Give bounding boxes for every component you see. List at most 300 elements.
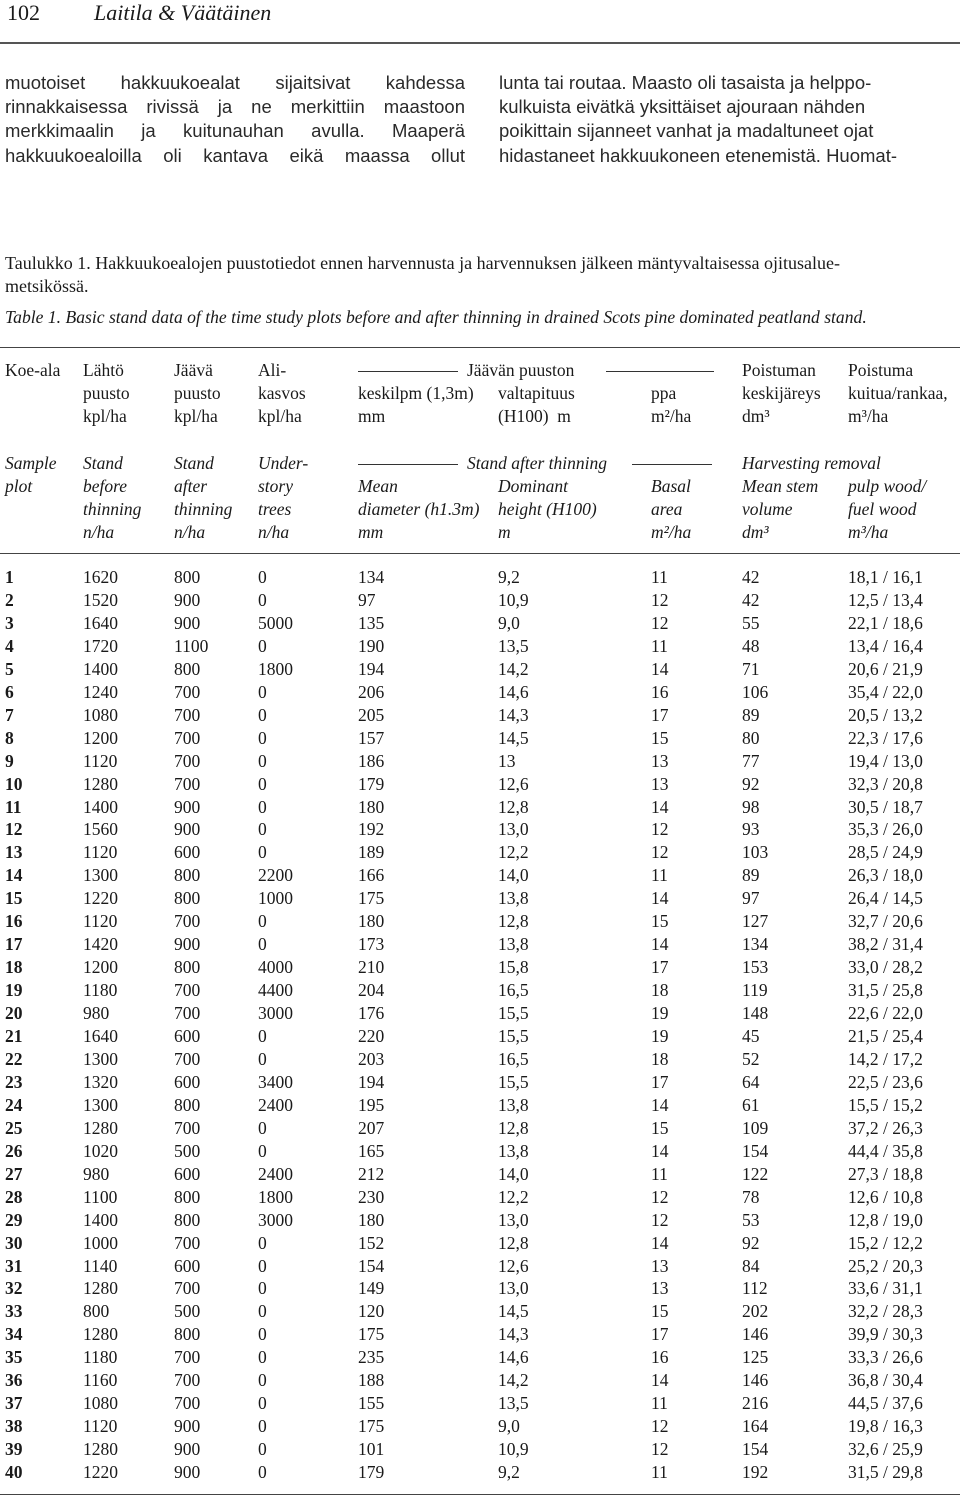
table-cell: 15 — [651, 1301, 669, 1322]
table-cell: 220 — [358, 1026, 385, 1046]
table-cell: 21 — [5, 1026, 23, 1046]
table-row — [0, 658, 960, 681]
table-cell: 12 — [651, 842, 669, 863]
table-cell: 1400 — [83, 658, 118, 679]
header-en-col7-line3: area — [651, 499, 683, 519]
table-cell: 175 — [358, 888, 385, 909]
table-row — [0, 635, 960, 658]
header-fi-col5-line2: keskilpm (1,3m) — [358, 383, 474, 403]
table-cell: 33,0 / 28,2 — [848, 957, 923, 978]
table-cell: 14 — [651, 658, 669, 679]
table-cell: 34 — [5, 1324, 23, 1345]
header-en-col3-line1: Stand — [174, 453, 214, 473]
table-cell: 35,3 / 26,0 — [848, 819, 923, 840]
table-cell: 13 — [651, 1255, 669, 1276]
table-cell: 700 — [174, 773, 201, 794]
table-row — [0, 1002, 960, 1025]
table-cell: 0 — [258, 1255, 267, 1276]
header-fi-col8-line3: dm³ — [742, 406, 770, 426]
table-cell: 9,2 — [498, 1462, 520, 1483]
table-cell: 32 — [5, 1278, 23, 1299]
table-cell: 1520 — [83, 589, 118, 610]
table-cell: 97 — [742, 888, 760, 909]
table-cell: 15,5 — [498, 1026, 529, 1046]
table-cell: 0 — [258, 589, 267, 610]
header-fi-col2-line1: Lähtö — [83, 360, 124, 380]
table-cell: 154 — [358, 1255, 385, 1276]
table-cell: 800 — [174, 1324, 201, 1345]
table-cell: 18 — [5, 957, 23, 978]
table-cell: 800 — [174, 658, 201, 679]
header-fi-col2-line2: puusto — [83, 383, 130, 403]
table-cell: 2400 — [258, 1094, 293, 1115]
table-cell: 14,5 — [498, 727, 529, 748]
table-cell: 15,5 / 15,2 — [848, 1094, 923, 1115]
table-row — [0, 1369, 960, 1392]
table-cell: 13,5 — [498, 1393, 529, 1414]
table-cell: 112 — [742, 1278, 768, 1299]
table-cell: 14 — [651, 888, 669, 909]
table-cell: 1400 — [83, 1209, 118, 1230]
table-cell: 192 — [742, 1462, 769, 1483]
table-cell: 1300 — [83, 1094, 118, 1115]
table-cell: 0 — [258, 1416, 267, 1437]
table-cell: 55 — [742, 612, 760, 633]
table-row — [0, 1209, 960, 1232]
table-cell: 12,2 — [498, 842, 529, 863]
table-cell: 25 — [5, 1117, 23, 1138]
table-row — [0, 1438, 960, 1461]
table-cell: 0 — [258, 567, 267, 587]
table-cell: 146 — [742, 1370, 769, 1391]
table-cell: 11 — [651, 1393, 668, 1414]
table-cell: 157 — [358, 727, 385, 748]
table-cell: 0 — [258, 773, 267, 794]
table-cell: 1020 — [83, 1140, 118, 1161]
table-cell: 179 — [358, 1462, 385, 1483]
table-cell: 0 — [258, 819, 267, 840]
table-cell: 800 — [83, 1301, 110, 1322]
table-cell: 14 — [651, 1370, 669, 1391]
table-cell: 0 — [258, 796, 267, 817]
table-cell: 33,6 / 31,1 — [848, 1278, 923, 1299]
table-cell: 17 — [651, 957, 669, 978]
table-cell: 152 — [358, 1232, 385, 1253]
table-cell: 37,2 / 26,3 — [848, 1117, 923, 1138]
table-cell: 1800 — [258, 658, 293, 679]
table-cell: 216 — [742, 1393, 769, 1414]
header-fi-col9-line3: m³/ha — [848, 406, 889, 426]
table-cell: 30 — [5, 1232, 23, 1253]
table-cell: 101 — [358, 1439, 385, 1460]
table-row — [0, 773, 960, 796]
table-row — [0, 796, 960, 819]
table-cell: 1240 — [83, 681, 118, 702]
table-cell: 1200 — [83, 957, 118, 978]
table-cell: 1160 — [83, 1370, 118, 1391]
table-cell: 1140 — [83, 1255, 118, 1276]
table-cell: 19,8 / 16,3 — [848, 1416, 923, 1437]
header-en-col3-line3: thinning — [174, 499, 233, 519]
table-cell: 235 — [358, 1347, 385, 1368]
table-cell: 180 — [358, 1209, 385, 1230]
table-cell: 1300 — [83, 1048, 118, 1069]
table-cell: 800 — [174, 865, 201, 886]
table-cell: 900 — [174, 796, 201, 817]
table-cell: 16 — [5, 911, 23, 932]
table-cell: 13,4 / 16,4 — [848, 635, 923, 656]
table-cell: 1620 — [83, 567, 118, 587]
table-cell: 16 — [651, 681, 669, 702]
table-cell: 19,4 / 13,0 — [848, 750, 923, 771]
table-cell: 15,8 — [498, 957, 529, 978]
header-fi-col7-line3: m²/ha — [651, 406, 692, 426]
table-cell: 36,8 / 30,4 — [848, 1370, 923, 1391]
caption-line: Taulukko 1. Hakkuukoealojen puustotiedot ennen harvennusta ja harvennuksen jälkeen mäntyvaltaisessa ojitusalue- — [5, 253, 841, 273]
table-cell: 13,8 — [498, 1140, 529, 1161]
table-cell: 203 — [358, 1048, 385, 1069]
table-cell: 32,7 / 20,6 — [848, 911, 923, 932]
table-cell: 11 — [651, 567, 668, 587]
table-cell: 700 — [174, 1347, 201, 1368]
table-cell: 17 — [5, 934, 23, 955]
table-cell: 14,2 — [498, 658, 529, 679]
table-cell: 600 — [174, 1163, 201, 1184]
table-cell: 92 — [742, 773, 760, 794]
table-cell: 14,0 — [498, 865, 529, 886]
table-cell: 12,6 / 10,8 — [848, 1186, 923, 1207]
table-cell: 12,8 — [498, 1232, 529, 1253]
table-row — [0, 566, 960, 589]
table-cell: 194 — [358, 658, 385, 679]
table-cell: 1320 — [83, 1071, 118, 1092]
table-cell: 22,6 / 22,0 — [848, 1003, 923, 1024]
table-cell: 1100 — [174, 635, 209, 656]
table-cell: 0 — [258, 635, 267, 656]
table-cell: 32,3 / 20,8 — [848, 773, 923, 794]
table-cell: 1300 — [83, 865, 118, 886]
table-row — [0, 750, 960, 773]
table-cell: 1280 — [83, 1324, 118, 1345]
table-cell: 84 — [742, 1255, 760, 1276]
table-cell: 30,5 / 18,7 — [848, 796, 923, 817]
table-cell: 12 — [651, 819, 669, 840]
table-cell: 28,5 / 24,9 — [848, 842, 923, 863]
body-line: poikittain sijanneet vanhat ja madaltuneet ojat — [499, 120, 874, 142]
table-cell: 32,2 / 28,3 — [848, 1301, 923, 1322]
header-fi-col6-line3: (H100) m — [498, 406, 571, 426]
table-cell: 980 — [83, 1163, 110, 1184]
table-cell: 15 — [651, 911, 669, 932]
header-en-col3-line2: after — [174, 476, 208, 496]
table-cell: 17 — [651, 704, 669, 725]
table-row — [0, 910, 960, 933]
header-en-col3-line4: n/ha — [174, 522, 206, 542]
table-row — [0, 1277, 960, 1300]
table-row — [0, 979, 960, 1002]
header-en-col6-line4: m — [498, 522, 511, 542]
header-en-group-label-2: Harvesting removal — [742, 453, 881, 473]
table-cell: 22,1 / 18,6 — [848, 612, 923, 633]
header-fi-group-label: Jäävän puuston — [467, 360, 575, 380]
table-cell: 900 — [174, 589, 201, 610]
table-cell: 205 — [358, 704, 385, 725]
table-cell: 0 — [258, 1048, 267, 1069]
table-caption-english: Table 1. Basic stand data of the time study plots before and after thinning in drained Scots pine dominated peatland stand. — [5, 307, 867, 327]
table-cell: 11 — [651, 635, 668, 656]
table-cell: 179 — [358, 773, 385, 794]
table-cell: 14 — [651, 796, 669, 817]
table-cell: 9,0 — [498, 612, 520, 633]
table-row — [0, 1025, 960, 1048]
table-cell: 0 — [258, 681, 267, 702]
table-cell: 10,9 — [498, 589, 529, 610]
table-cell: 1280 — [83, 773, 118, 794]
header-fi-col9-line1: Poistuma — [848, 360, 914, 380]
table-cell: 125 — [742, 1347, 769, 1368]
table-cell: 12,8 — [498, 911, 529, 932]
table-cell: 0 — [258, 750, 267, 771]
table-cell: 2200 — [258, 865, 293, 886]
table-top-rule — [0, 347, 960, 348]
table-cell: 0 — [258, 727, 267, 748]
header-en-col7-line4: m²/ha — [651, 522, 692, 542]
table-cell: 188 — [358, 1370, 385, 1391]
table-cell: 0 — [258, 1324, 267, 1345]
table-cell: 4000 — [258, 957, 293, 978]
table-cell: 1640 — [83, 612, 118, 633]
table-cell: 14 — [5, 865, 23, 886]
table-row — [0, 589, 960, 612]
table-cell: 20 — [5, 1003, 23, 1024]
table-cell: 12,2 — [498, 1186, 529, 1207]
table-cell: 12,8 — [498, 1117, 529, 1138]
table-cell: 0 — [258, 1301, 267, 1322]
table-cell: 12 — [651, 1186, 669, 1207]
body-text-left-column — [5, 71, 465, 168]
table-cell: 15,5 — [498, 1071, 529, 1092]
table-cell: 27 — [5, 1163, 23, 1184]
table-cell: 109 — [742, 1117, 769, 1138]
table-cell: 19 — [651, 1026, 669, 1046]
table-row — [0, 1392, 960, 1415]
table-cell: 1080 — [83, 704, 118, 725]
table-cell: 180 — [358, 796, 385, 817]
table-cell: 28 — [5, 1186, 23, 1207]
table-row — [0, 1323, 960, 1346]
table-cell: 10 — [5, 773, 23, 794]
table-cell: 149 — [358, 1278, 385, 1299]
table-row — [0, 1117, 960, 1140]
header-en-col6-line3: height (H100) — [498, 499, 597, 519]
header-en-col7-line2: Basal — [651, 476, 691, 496]
table-cell: 207 — [358, 1117, 385, 1138]
table-cell: 24 — [5, 1094, 23, 1115]
table-row — [0, 1048, 960, 1071]
table-cell: 4400 — [258, 980, 293, 1001]
table-cell: 210 — [358, 957, 385, 978]
table-cell: 52 — [742, 1048, 760, 1069]
table-cell: 212 — [358, 1163, 385, 1184]
header-en-col5-line2: Mean — [358, 476, 398, 496]
table-cell: 5000 — [258, 612, 293, 633]
table-cell: 6 — [5, 681, 14, 702]
table-cell: 89 — [742, 704, 760, 725]
table-cell: 1080 — [83, 1393, 118, 1414]
table-cell: 11 — [651, 1163, 668, 1184]
table-cell: 44,5 / 37,6 — [848, 1393, 923, 1414]
table-cell: 14,5 — [498, 1301, 529, 1322]
table-cell: 155 — [358, 1393, 385, 1414]
header-en-col8-line4: dm³ — [742, 522, 769, 542]
table-cell: 175 — [358, 1324, 385, 1345]
table-cell: 20,5 / 13,2 — [848, 704, 923, 725]
table-cell: 3000 — [258, 1209, 293, 1230]
group-bracket-line-left — [358, 371, 458, 372]
table-cell: 700 — [174, 1232, 201, 1253]
table-cell: 14,6 — [498, 1347, 529, 1368]
header-en-col1-line2: plot — [5, 476, 33, 496]
table-cell: 17 — [651, 1324, 669, 1345]
table-cell: 93 — [742, 819, 760, 840]
table-cell: 204 — [358, 980, 385, 1001]
table-cell: 26,3 / 18,0 — [848, 865, 923, 886]
table-cell: 16,5 — [498, 1048, 529, 1069]
table-cell: 1100 — [83, 1186, 118, 1207]
table-cell: 13 — [5, 842, 23, 863]
table-row — [0, 1255, 960, 1278]
header-fi-col4-line1: Ali- — [258, 360, 287, 380]
table-cell: 14,0 — [498, 1163, 529, 1184]
table-cell: 13 — [651, 750, 669, 771]
table-cell: 800 — [174, 1186, 201, 1207]
running-head-authors: Laitila & Väätäinen — [94, 0, 272, 25]
table-cell: 3 — [5, 612, 14, 633]
table-cell: 12 — [651, 589, 669, 610]
table-cell: 189 — [358, 842, 385, 863]
table-cell: 176 — [358, 1003, 385, 1024]
table-cell: 38 — [5, 1416, 23, 1437]
table-cell: 20,6 / 21,9 — [848, 658, 923, 679]
table-cell: 1420 — [83, 934, 118, 955]
table-cell: 12,6 — [498, 773, 529, 794]
table-cell: 1280 — [83, 1439, 118, 1460]
table-cell: 1220 — [83, 1462, 118, 1483]
table-row — [0, 933, 960, 956]
table-cell: 27,3 / 18,8 — [848, 1163, 923, 1184]
table-row — [0, 1300, 960, 1323]
table-cell: 61 — [742, 1094, 760, 1115]
table-cell: 0 — [258, 1393, 267, 1414]
table-row — [0, 727, 960, 750]
table-cell: 165 — [358, 1140, 385, 1161]
table-cell: 48 — [742, 635, 760, 656]
table-cell: 800 — [174, 888, 201, 909]
table-cell: 31,5 / 29,8 — [848, 1462, 923, 1483]
table-cell: 1120 — [83, 911, 118, 932]
table-row — [0, 612, 960, 635]
table-cell: 153 — [742, 957, 769, 978]
header-fi-col8-line2: keskijäreys — [742, 383, 821, 403]
table-cell: 22 — [5, 1048, 23, 1069]
table-cell: 17 — [651, 1071, 669, 1092]
table-header-rule — [0, 553, 960, 554]
table-cell: 9 — [5, 750, 14, 771]
table-cell: 103 — [742, 842, 769, 863]
table-cell: 12 — [651, 1439, 669, 1460]
table-cell: 39 — [5, 1439, 23, 1460]
table-row — [0, 956, 960, 979]
table-cell: 166 — [358, 865, 385, 886]
table-cell: 2400 — [258, 1163, 293, 1184]
table-cell: 13,0 — [498, 819, 529, 840]
table-cell: 0 — [258, 1347, 267, 1368]
table-cell: 700 — [174, 727, 201, 748]
table-cell: 1200 — [83, 727, 118, 748]
table-cell: 14,2 / 17,2 — [848, 1048, 923, 1069]
table-cell: 1000 — [258, 888, 293, 909]
table-cell: 0 — [258, 1117, 267, 1138]
table-cell: 146 — [742, 1324, 769, 1345]
table-cell: 10,9 — [498, 1439, 529, 1460]
table-cell: 164 — [742, 1416, 769, 1437]
table-cell: 195 — [358, 1094, 385, 1115]
table-cell: 194 — [358, 1071, 385, 1092]
table-cell: 700 — [174, 681, 201, 702]
table-row — [0, 818, 960, 841]
header-en-col1-line1: Sample — [5, 453, 57, 473]
header-en-col4-line4: n/ha — [258, 522, 290, 542]
table-cell: 1120 — [83, 842, 118, 863]
table-cell: 127 — [742, 911, 769, 932]
table-cell: 173 — [358, 934, 385, 955]
table-cell: 1180 — [83, 1347, 118, 1368]
running-head — [7, 0, 960, 28]
table-row — [0, 1094, 960, 1117]
table-cell: 15 — [651, 1117, 669, 1138]
header-fi-col8-line1: Poistuman — [742, 360, 816, 380]
table-cell: 500 — [174, 1140, 201, 1161]
table-cell: 700 — [174, 911, 201, 932]
table-cell: 600 — [174, 842, 201, 863]
table-cell: 13 — [651, 1278, 669, 1299]
table-cell: 0 — [258, 1462, 267, 1483]
table-cell: 13 — [651, 773, 669, 794]
table-cell: 53 — [742, 1209, 760, 1230]
table-cell: 42 — [742, 589, 760, 610]
table-cell: 15 — [5, 888, 23, 909]
table-cell: 192 — [358, 819, 385, 840]
table-cell: 19 — [5, 980, 23, 1001]
caption-line: metsikössä. — [5, 276, 89, 296]
table-cell: 16 — [651, 1347, 669, 1368]
table-cell: 0 — [258, 1140, 267, 1161]
header-en-col5-line4: mm — [358, 522, 384, 542]
table-cell: 1400 — [83, 796, 118, 817]
table-cell: 33 — [5, 1301, 23, 1322]
table-cell: 14 — [651, 1094, 669, 1115]
table-cell: 0 — [258, 1278, 267, 1299]
page-number: 102 — [7, 0, 40, 25]
table-cell: 18,1 / 16,1 — [848, 567, 923, 587]
table-cell: 40 — [5, 1462, 23, 1483]
header-fi-col3-line2: puusto — [174, 383, 221, 403]
table-cell: 14 — [651, 1140, 669, 1161]
table-cell: 186 — [358, 750, 385, 771]
table-cell: 900 — [174, 612, 201, 633]
table-cell: 1180 — [83, 980, 118, 1001]
header-fi-col9-line2: kuitua/rankaa, — [848, 383, 948, 403]
